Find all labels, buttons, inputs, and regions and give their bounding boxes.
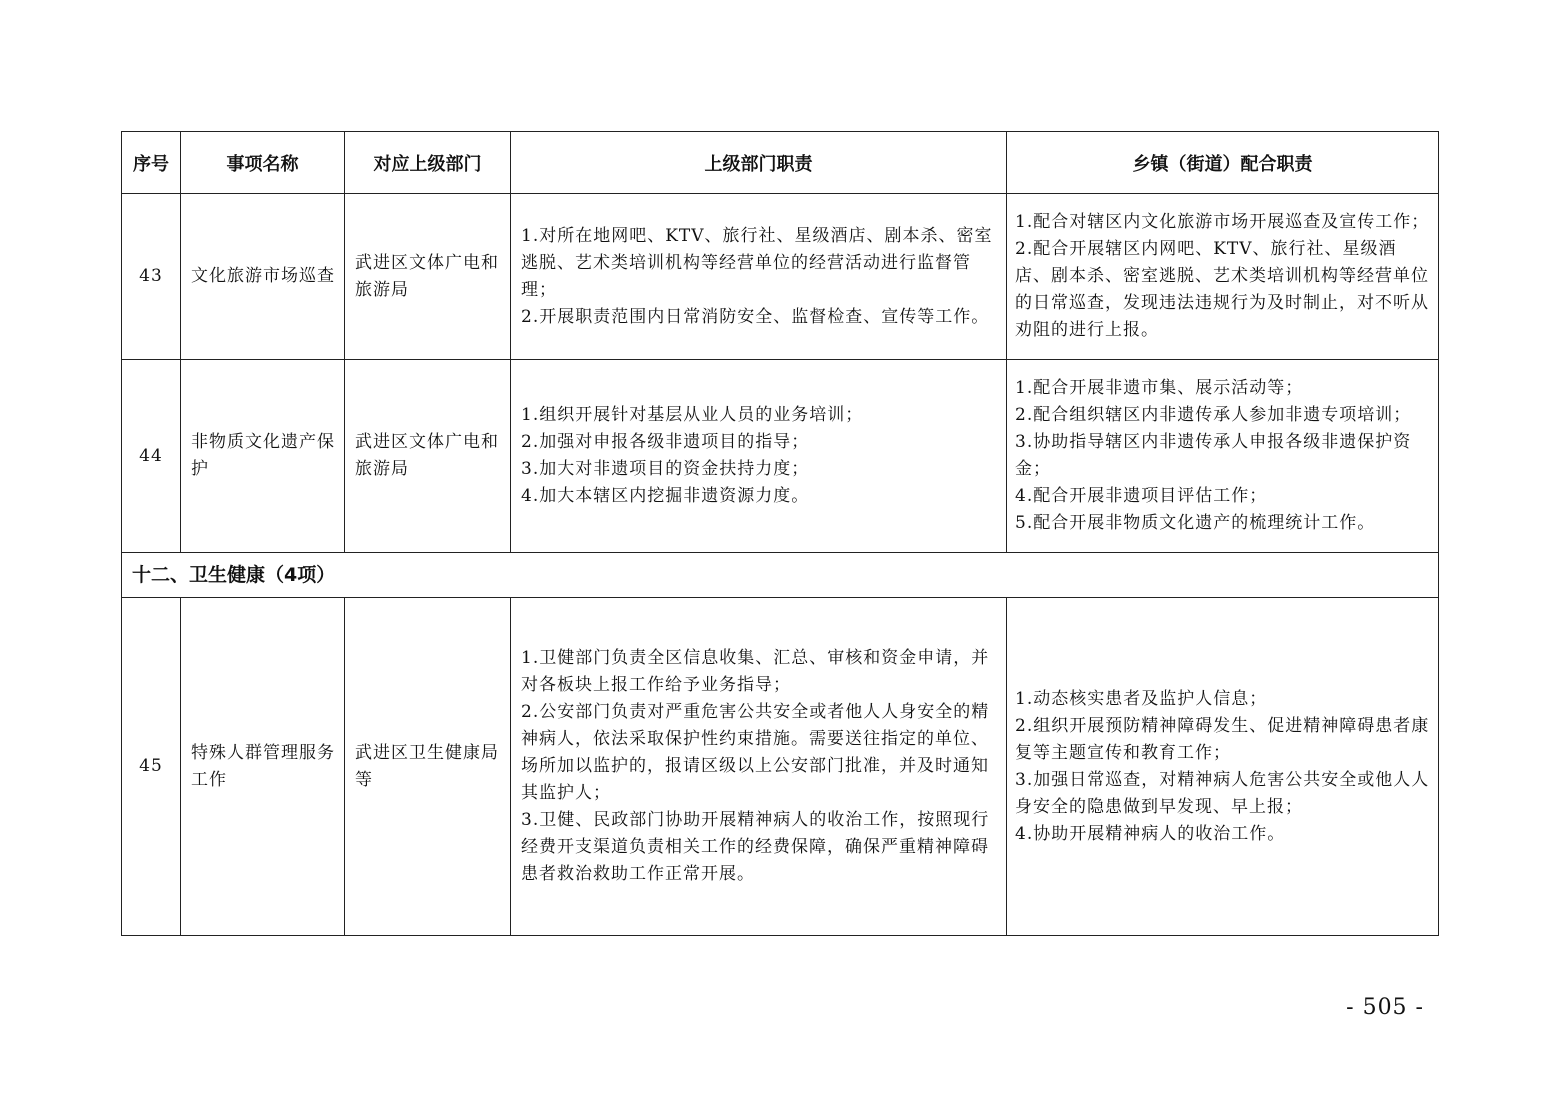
header-coop: 乡镇（街道）配合职责 xyxy=(1007,132,1439,194)
header-seq: 序号 xyxy=(122,132,181,194)
duty-line: 3.加大对非遗项目的资金扶持力度； xyxy=(521,459,810,479)
row-number: 45 xyxy=(122,598,181,936)
section-row xyxy=(122,553,1439,598)
page-number: - 505 - xyxy=(1346,995,1424,1020)
duty-line: 2.公安部门负责对严重危害公共安全或者他人人身安全的精神病人，依法采取保护性约束措施。需要送往指定的单位、场所加以监护的，报请区级以上公安部门批准，并及时通知其监护人； xyxy=(521,702,990,803)
duties-cell xyxy=(511,194,1007,360)
coop-cell xyxy=(1007,194,1439,360)
coop-line: 1.配合开展非遗市集、展示活动等； xyxy=(1015,378,1304,398)
duty-line: 1.卫健部门负责全区信息收集、汇总、审核和资金申请，并对各板块上报工作给予业务指导； xyxy=(521,648,990,695)
row-number: 44 xyxy=(122,360,181,553)
dept-name: 武进区卫生健康局等 xyxy=(345,598,511,936)
duty-line: 4.加大本辖区内挖掘非遗资源力度。 xyxy=(521,486,810,506)
coop-line: 1.配合对辖区内文化旅游市场开展巡查及宣传工作； xyxy=(1015,212,1430,232)
duty-line: 3.卫健、民政部门协助开展精神病人的收治工作，按照现行经费开支渠道负责相关工作的经费保障，确保严重精神障碍患者救治救助工作正常开展。 xyxy=(521,810,990,884)
duties-cell xyxy=(511,598,1007,936)
coop-line: 3.加强日常巡查，对精神病人危害公共安全或他人人身安全的隐患做到早发现、早上报； xyxy=(1015,769,1430,817)
coop-line: 2.配合组织辖区内非遗传承人参加非遗专项培训； xyxy=(1015,405,1412,425)
coop-line: 2.配合开展辖区内网吧、KTV、旅行社、星级酒店、剧本杀、密室逃脱、艺术类培训机构等经营单位的日常巡查，发现违法违规行为及时制止，对不听从劝阻的进行上报。 xyxy=(1015,239,1429,340)
row-number: 43 xyxy=(122,194,181,360)
duty-line: 2.加强对申报各级非遗项目的指导； xyxy=(521,432,810,452)
coop-line: 5.配合开展非物质文化遗产的梳理统计工作。 xyxy=(1015,513,1376,533)
item-name: 特殊人群管理服务工作 xyxy=(181,598,345,936)
duty-table xyxy=(121,131,1439,936)
table-row xyxy=(122,194,1439,360)
duties-cell xyxy=(511,360,1007,553)
section-title: 十二、卫生健康（4项） xyxy=(122,553,1439,598)
dept-name: 武进区文体广电和旅游局 xyxy=(345,194,511,360)
coop-line: 2.组织开展预防精神障碍发生、促进精神障碍患者康复等主题宣传和教育工作； xyxy=(1015,715,1430,763)
duty-line: 1.组织开展针对基层从业人员的业务培训； xyxy=(521,405,864,425)
table-row xyxy=(122,598,1439,936)
coop-line: 1.动态核实患者及监护人信息； xyxy=(1015,688,1268,709)
duty-line: 1.对所在地网吧、KTV、旅行社、星级酒店、剧本杀、密室逃脱、艺术类培训机构等经营单位的经营活动进行监督管理； xyxy=(521,225,993,300)
coop-cell xyxy=(1007,598,1439,936)
coop-line: 4.协助开展精神病人的收治工作。 xyxy=(1015,823,1286,844)
table-header-row xyxy=(122,132,1439,194)
coop-cell xyxy=(1007,360,1439,553)
item-name: 非物质文化遗产保护 xyxy=(181,360,345,553)
coop-line: 3.协助指导辖区内非遗传承人申报各级非遗保护资金； xyxy=(1015,432,1412,479)
coop-line: 4.配合开展非遗项目评估工作； xyxy=(1015,486,1268,506)
table-row xyxy=(122,360,1439,553)
dept-name: 武进区文体广电和旅游局 xyxy=(345,360,511,553)
header-item-name: 事项名称 xyxy=(181,132,345,194)
header-dept: 对应上级部门 xyxy=(345,132,511,194)
header-duties: 上级部门职责 xyxy=(511,132,1007,194)
item-name: 文化旅游市场巡查 xyxy=(181,194,345,360)
duty-line: 2.开展职责范围内日常消防安全、监督检查、宣传等工作。 xyxy=(521,306,990,327)
